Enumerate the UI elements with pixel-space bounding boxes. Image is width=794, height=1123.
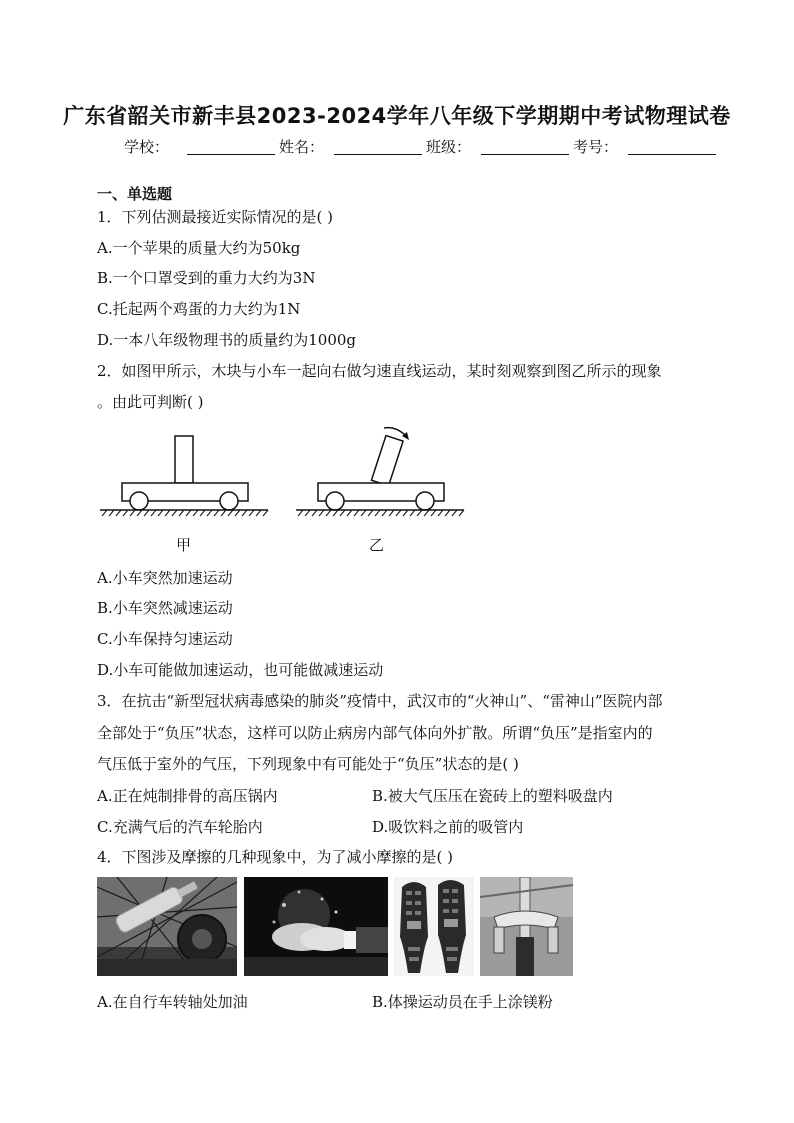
question-4-stem: 4．下图涉及摩擦的几种现象中，为了减小摩擦的是( ) (97, 848, 454, 866)
figure-b-label: 乙 (369, 536, 385, 554)
question-3-line2: 全部处于“负压”状态，这样可以防止病房内部气体向外扩散。所谓“负压”是指室内的 (97, 724, 653, 742)
figure-a-label: 甲 (176, 536, 192, 554)
question-2-stem-line2: 。由此可判断( ) (97, 393, 204, 411)
question-1-option-c: C.托起两个鸡蛋的力大约为1N (97, 300, 301, 318)
question-3-option-b: B.被大气压压在瓷砖上的塑料吸盘内 (372, 787, 613, 805)
question-1-option-b: B.一个口罩受到的重力大约为3N (97, 269, 316, 287)
class-blank (481, 138, 569, 155)
school-label: 学校： (124, 138, 170, 156)
question-4-option-a: A.在自行车转轴处加油 (97, 993, 248, 1011)
section-heading: 一、单选题 (97, 185, 173, 203)
question-2-stem-line1: 2．如图甲所示，木块与小车一起向右做匀速直线运动，某时刻观察到图乙所示的现象 (97, 362, 662, 380)
name-label: 姓名： (279, 138, 325, 156)
student-info-row (124, 136, 720, 157)
figure-b-cart-tilted (292, 420, 472, 520)
bicycle-brake-photo (480, 877, 573, 976)
question-2-option-c: C.小车保持匀速运动 (97, 630, 233, 648)
question-2-option-b: B.小车突然减速运动 (97, 599, 233, 617)
question-3-option-c: C.充满气后的汽车轮胎内 (97, 818, 263, 836)
question-3-option-a: A.正在炖制排骨的高压锅内 (97, 787, 278, 805)
figure-a-cart-upright (96, 430, 276, 520)
shoe-soles-photo (394, 877, 474, 976)
question-3-line3: 气压低于室外的气压，下列现象中有可能处于“负压”状态的是( ) (97, 755, 519, 773)
question-3-line1: 3．在抗击“新型冠状病毒感染的肺炎”疫情中，武汉市的“火神山”、“雷神山”医院内部 (97, 692, 663, 710)
question-2-option-d: D.小车可能做加速运动，也可能做减速运动 (97, 661, 384, 679)
question-3-option-d: D.吸饮料之前的吸管内 (372, 818, 524, 836)
name-blank (334, 138, 422, 155)
number-blank (628, 138, 716, 155)
question-1-stem: 1．下列估测最接近实际情况的是( ) (97, 208, 334, 226)
number-label: 考号： (573, 138, 619, 156)
class-label: 班级： (426, 138, 472, 156)
question-4-option-b: B.体操运动员在手上涂镁粉 (372, 993, 553, 1011)
gymnast-chalk-photo (244, 877, 388, 976)
bicycle-oiling-photo (97, 877, 237, 976)
school-blank (187, 138, 275, 155)
question-2-option-a: A.小车突然加速运动 (97, 569, 233, 587)
question-1-option-d: D.一本八年级物理书的质量约为1000g (97, 331, 357, 349)
question-1-option-a: A.一个苹果的质量大约为50kg (97, 239, 301, 257)
page-title: 广东省韶关市新丰县2023-2024学年八年级下学期期中考试物理试卷 (63, 104, 731, 128)
